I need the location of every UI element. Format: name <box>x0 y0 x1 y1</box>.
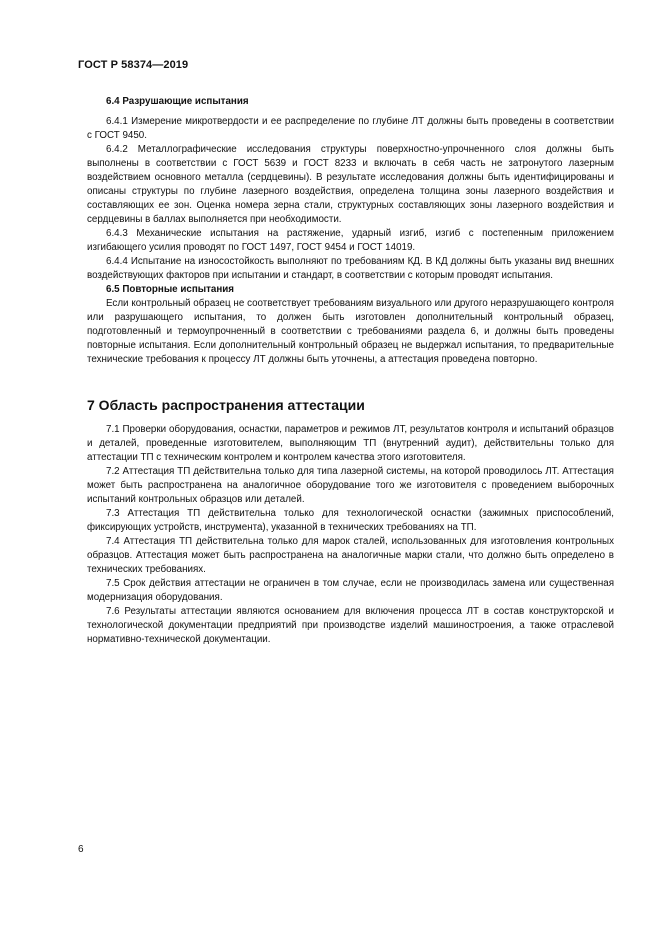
paragraph-7-5: 7.5 Срок действия аттестации не ограничен в том случае, если не производилась замена или существенная модернизация оборудования. <box>87 578 614 603</box>
section-6-4-title: 6.4 Разрушающие испытания <box>106 96 249 107</box>
section-7-title: 7 Область распространения аттестации <box>87 397 365 413</box>
paragraph-6-5: Если контрольный образец не соответствует требованиям визуального или другого неразрушающего контроля или разрушающего испытания, то должен быть изготовлен дополнительный контрольный образец, подготовленный и термоупрочненный в соответствии с требованиями раздела 6, и должны быть проведены повторные испытания. Если дополнительный контрольный образец не выдержал испытания, то предварительные технические требования к процессу ЛТ должны быть уточнены, а аттестация проведена повторно. <box>87 298 614 365</box>
paragraph-7-4: 7.4 Аттестация ТП действительна только для марок сталей, использованных для изготовления контрольных образцов. Аттестация может быть распространена на аналогичные марки стали, что должно быть определено в технических требованиях. <box>87 536 614 575</box>
paragraph-7-1: 7.1 Проверки оборудования, оснастки, параметров и режимов ЛТ, результатов контроля и испытаний образцов и деталей, проведенные изготовителем, выполняющим ТП (внутренний аудит), действительны только для аттестации ТП с техническим контролем и контролем качества этого изготовителя. <box>87 424 614 463</box>
paragraph-6-4-3: 6.4.3 Механические испытания на растяжение, ударный изгиб, изгиб с постепенным приложением изгибающего усилия проводят по ГОСТ 1497, ГОСТ 9454 и ГОСТ 14019. <box>87 228 614 253</box>
paragraph-7-2: 7.2 Аттестация ТП действительна только для типа лазерной системы, на которой проводилось ЛТ. Аттестация может быть распространена на аналогичное оборудование того же изготовителя с проведением выборочных испытаний контрольных образцов или деталей. <box>87 466 614 505</box>
paragraph-7-3: 7.3 Аттестация ТП действительна только для технологической оснастки (зажимных приспособлений, фиксирующих устройств, инструмента), указанной в технических требованиях на ТП. <box>87 508 614 533</box>
section-6-5-title: 6.5 Повторные испытания <box>106 284 235 295</box>
paragraph-6-4-1: 6.4.1 Измерение микротвердости и ее распределение по глубине ЛТ должны быть проведены в соответствии с ГОСТ 9450. <box>87 116 614 141</box>
standard-designation: ГОСТ Р 58374—2019 <box>78 59 189 71</box>
page-number: 6 <box>78 844 84 855</box>
paragraph-6-4-4: 6.4.4 Испытание на износостойкость выполняют по требованиям КД. В КД должны быть указаны вид внешних воздействующих факторов при испытании и стандарт, в соответствии с которым проводят испытания. <box>87 256 614 281</box>
paragraph-6-4-2: 6.4.2 Металлографические исследования структуры поверхностно-упрочненного слоя должны быть выполнены в соответствии с ГОСТ 5639 и ГОСТ 8233 и включать в себя часть не затронутого лазерным воздействием основного металла (сердцевины). В результате исследования должны быть идентифицированы и описаны структуры по глубине лазерного воздействия, определена толщина зоны лазерного воздействия и составляющих ее зон. Оценка номера зерна стали, структурных составляющих зоны лазерного воздействия и сердцевины в баллах выполняется при необходимости. <box>87 144 614 225</box>
paragraph-7-6: 7.6 Результаты аттестации являются основанием для включения процесса ЛТ в состав конструкторской и технологической документации предприятий при производстве изделий машиностроения, а также отраслевой нормативно-технической документации. <box>87 606 614 645</box>
section-6-4-6-5 <box>87 95 614 367</box>
section-7 <box>87 396 614 647</box>
